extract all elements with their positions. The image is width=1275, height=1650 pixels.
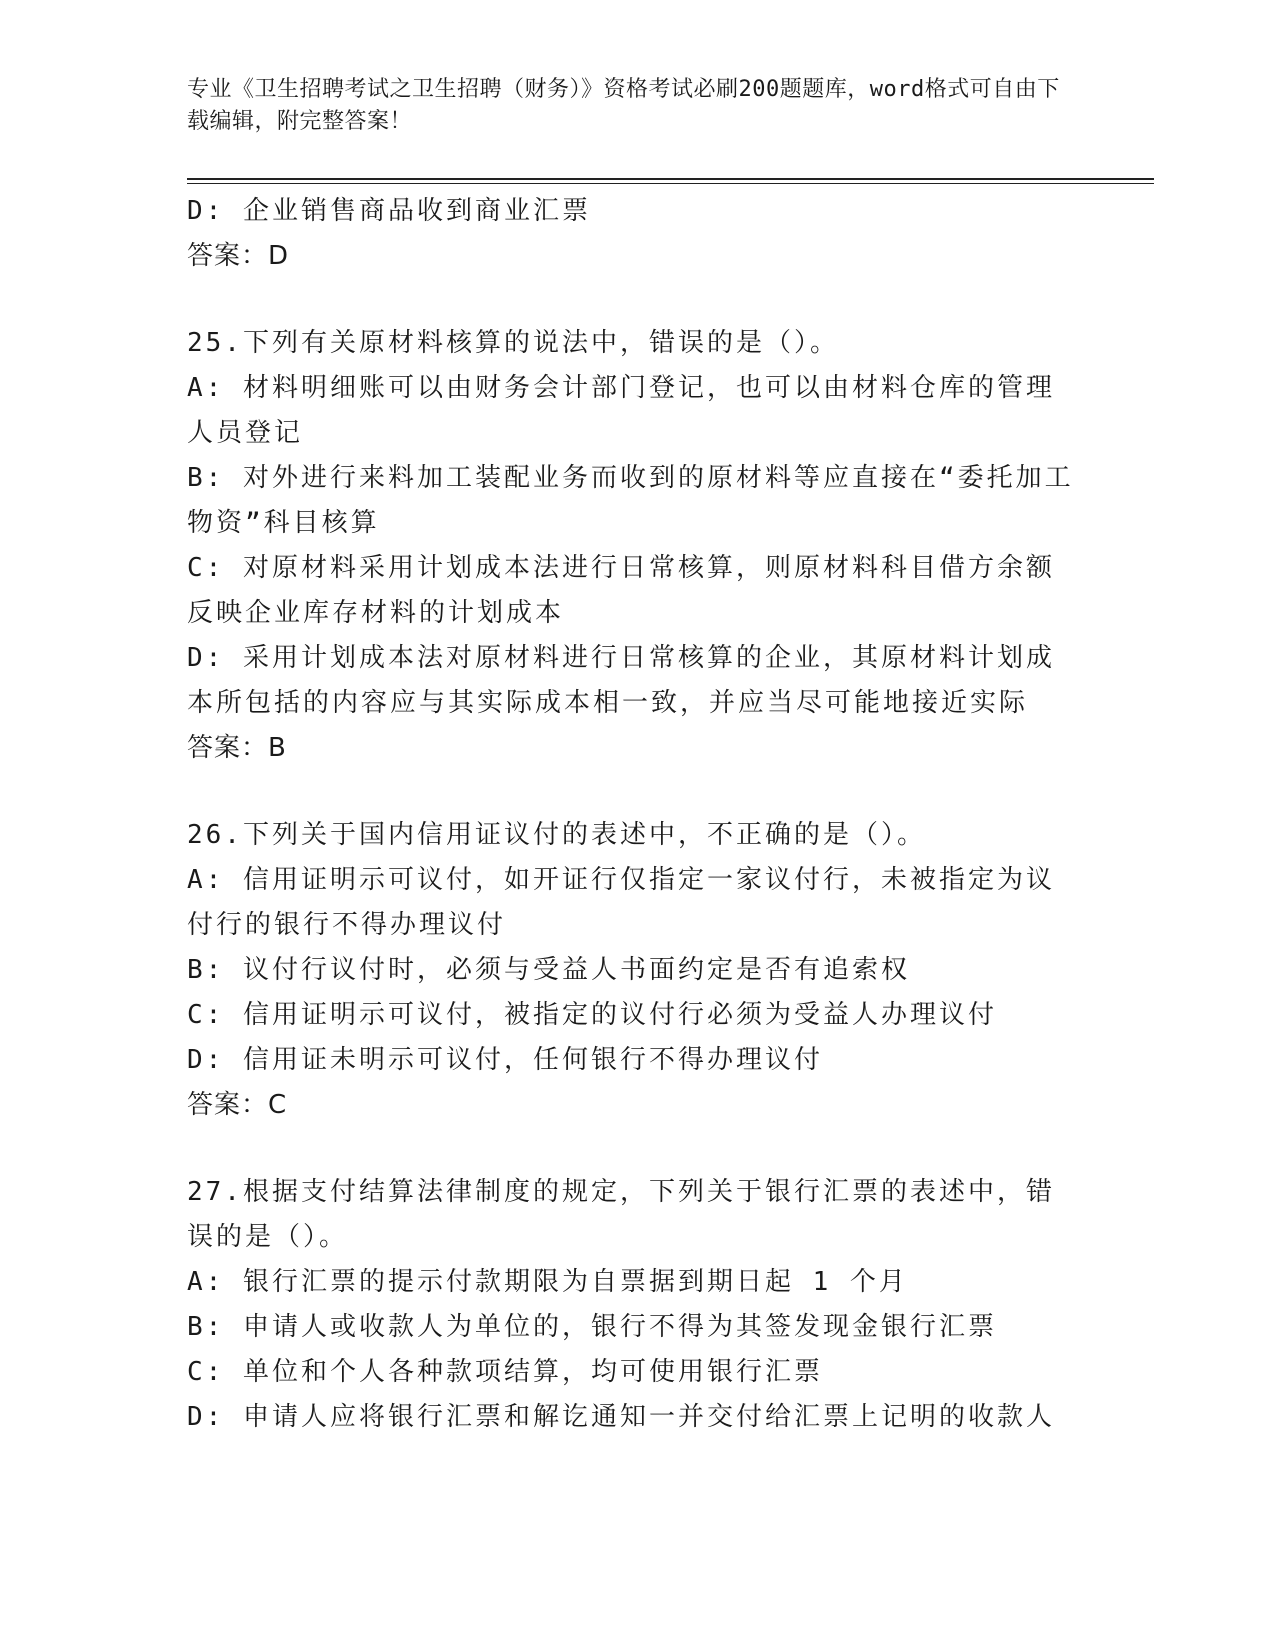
option-d: D: 采用计划成本法对原材料进行日常核算的企业，其原材料计划成本所包括的内容应与其实际成本相一致，并应当尽可能地接近实际 xyxy=(187,643,1055,718)
document-header xyxy=(187,74,1067,138)
header-text: 专业《卫生招聘考试之卫生招聘（财务）》资格考试必刷200题题库，word格式可自由下载编辑，附完整答案！ xyxy=(187,77,1060,134)
header-rule-thick xyxy=(187,178,1154,180)
question-stem: 26.下列关于国内信用证议付的表述中，不正确的是（）。 xyxy=(187,820,926,850)
header-rule-thin xyxy=(187,183,1154,184)
prev-answer: 答案：D xyxy=(187,241,290,271)
option-d: D: 信用证未明示可议付，任何银行不得办理议付 xyxy=(187,1045,823,1075)
option-c: C: 信用证明示可议付，被指定的议付行必须为受益人办理议付 xyxy=(187,1000,997,1030)
question-25 xyxy=(187,321,1077,771)
answer: 答案：B xyxy=(187,733,287,763)
option-c: C: 对原材料采用计划成本法进行日常核算，则原材料科目借方余额反映企业库存材料的计划成本 xyxy=(187,553,1055,628)
question-stem: 27.根据支付结算法律制度的规定，下列关于银行汇票的表述中，错误的是（）。 xyxy=(187,1177,1055,1252)
question-27 xyxy=(187,1170,1077,1440)
document-body xyxy=(187,189,1077,1440)
option-a: A: 银行汇票的提示付款期限为自票据到期日起 1 个月 xyxy=(187,1267,908,1297)
prev-option-d: D: 企业销售商品收到商业汇票 xyxy=(187,196,591,226)
answer: 答案：C xyxy=(187,1090,288,1120)
option-a: A: 信用证明示可议付，如开证行仅指定一家议付行，未被指定为议付行的银行不得办理议付 xyxy=(187,865,1055,940)
question-stem: 25.下列有关原材料核算的说法中，错误的是（）。 xyxy=(187,328,839,358)
option-a: A: 材料明细账可以由财务会计部门登记，也可以由材料仓库的管理人员登记 xyxy=(187,373,1055,448)
option-b: B: 议付行议付时，必须与受益人书面约定是否有追索权 xyxy=(187,955,910,985)
question-26 xyxy=(187,813,1077,1128)
option-b: B: 对外进行来料加工装配业务而收到的原材料等应直接在“委托加工物资”科目核算 xyxy=(187,463,1074,538)
option-d: D: 申请人应将银行汇票和解讫通知一并交付给汇票上记明的收款人 xyxy=(187,1402,1055,1432)
option-c: C: 单位和个人各种款项结算，均可使用银行汇票 xyxy=(187,1357,823,1387)
option-b: B: 申请人或收款人为单位的，银行不得为其签发现金银行汇票 xyxy=(187,1312,997,1342)
